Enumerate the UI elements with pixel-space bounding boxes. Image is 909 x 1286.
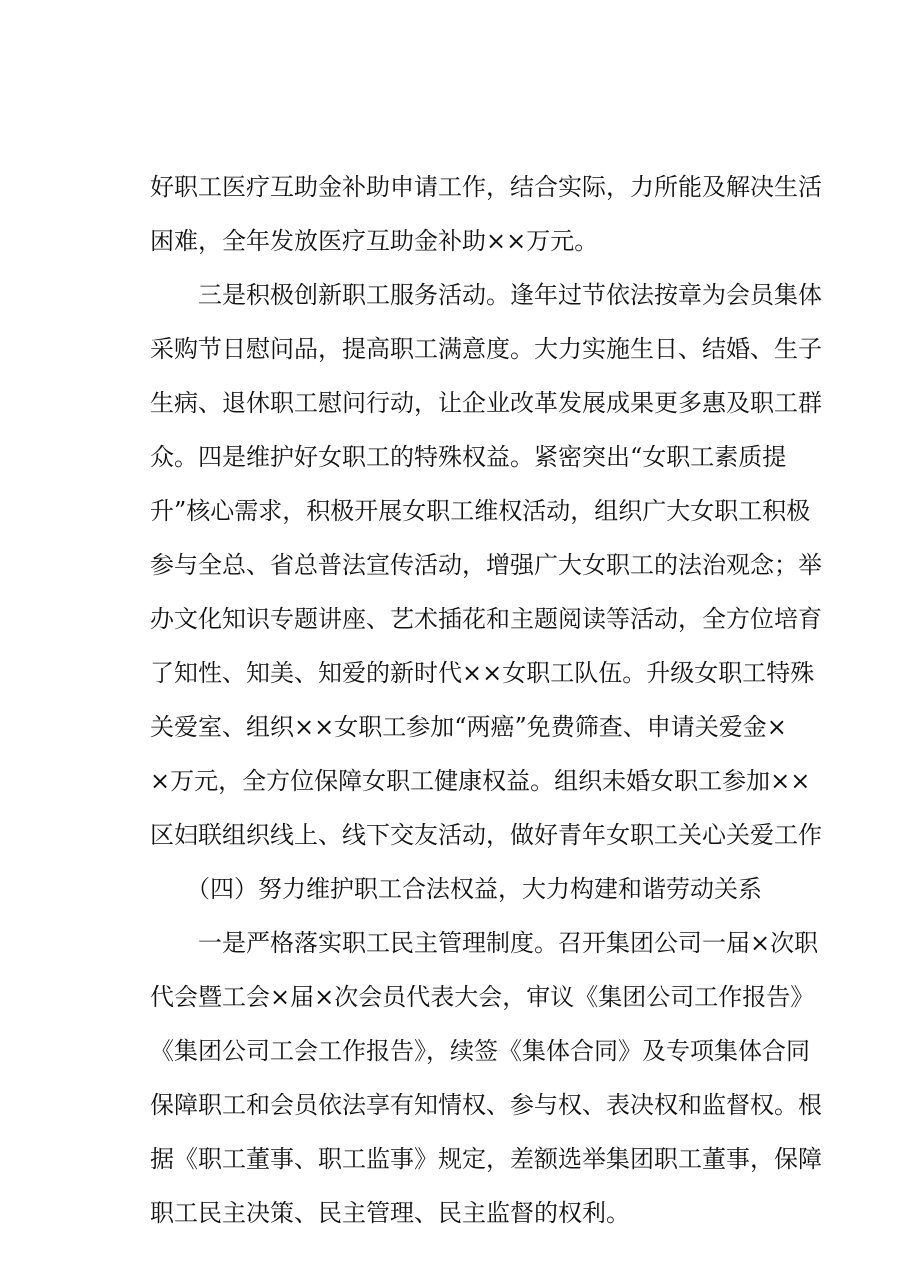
text-line: ×万元，全方位保障女职工健康权益。组织未婚女职工参加××: [150, 767, 811, 795]
text-line: 办文化知识专题讲座、艺术插花和主题阅读等活动，全方位培育: [150, 605, 822, 633]
text-line: 参与全总、省总普法宣传活动，增强广大女职工的法治观念；举: [150, 551, 822, 579]
text-line: 升”核心需求，积极开展女职工维权活动，组织广大女职工积极: [150, 497, 811, 525]
text-line: 据《职工董事、职工监事》规定，差额选举集团职工董事，保障: [150, 1145, 822, 1173]
text-line: 生病、退休职工慰问行动，让企业改革发展成果更多惠及职工群: [150, 389, 822, 417]
text-line: 了知性、知美、知爱的新时代××女职工队伍。升级女职工特殊: [150, 659, 815, 687]
text-line: 三是积极创新职工服务活动。逢年过节依法按章为会员集体: [150, 281, 822, 309]
body-text: [150, 160, 822, 1240]
text-line: 代会暨工会×届×次会员代表大会，审议《集团公司工作报告》: [150, 983, 815, 1011]
text-line: 《集团公司工会工作报告》，续签《集体合同》及专项集体合同: [150, 1037, 810, 1065]
text-line: 好职工医疗互助金补助申请工作，结合实际，力所能及解决生活: [150, 173, 822, 201]
text-line: 一是严格落实职工民主管理制度。召开集团公司一届×次职: [150, 929, 819, 957]
text-line: 职工民主决策、民主管理、民主监督的权利。: [150, 1199, 630, 1227]
text-line: 众。四是维护好女职工的特殊权益。紧密突出“女职工素质提: [150, 443, 787, 471]
section-heading: （四）努力维护职工合法权益，大力构建和谐劳动关系: [150, 875, 762, 903]
text-line: 困难，全年发放医疗互助金补助××万元。: [150, 227, 599, 255]
text-line: 保障职工和会员依法享有知情权、参与权、表决权和监督权。根: [150, 1091, 822, 1119]
text-line: 区妇联组织线上、线下交友活动，做好青年女职工关心关爱工作: [150, 821, 822, 849]
text-line: 关爱室、组织××女职工参加“两癌”免费筛查、申请关爱金×: [150, 713, 787, 741]
text-line: 采购节日慰问品，提高职工满意度。大力实施生日、结婚、生子: [150, 335, 822, 363]
